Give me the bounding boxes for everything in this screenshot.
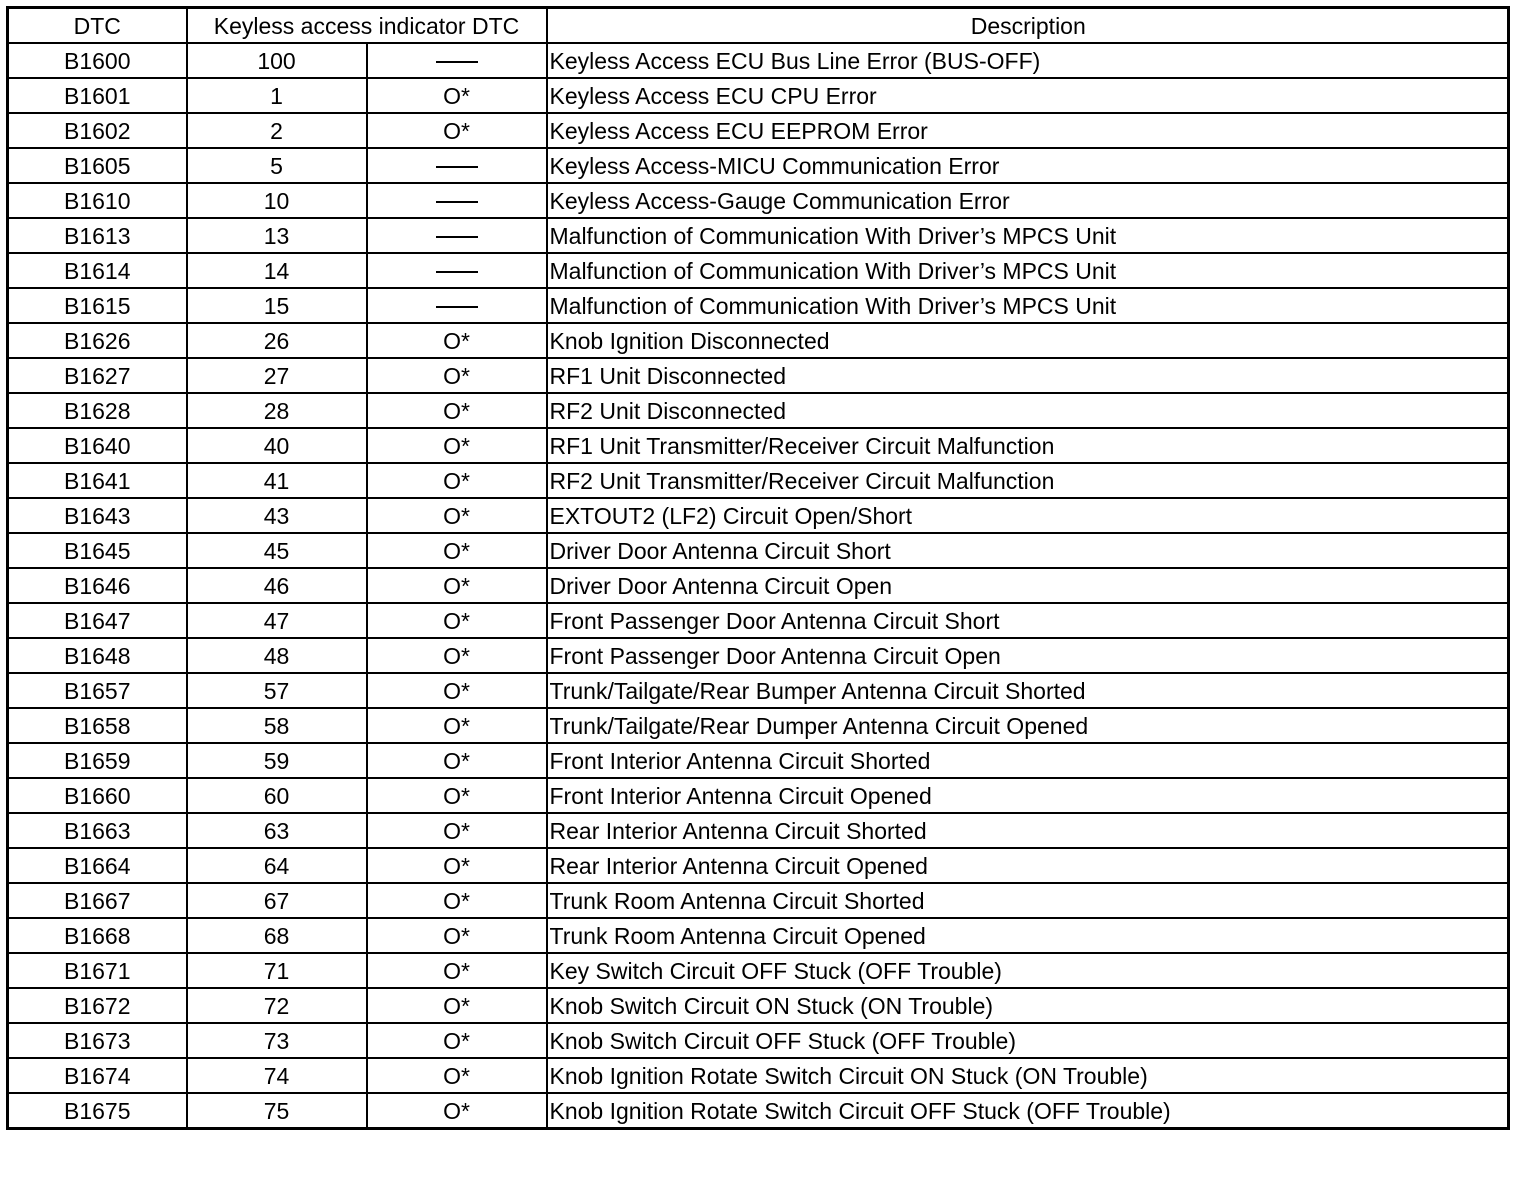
description-cell: Knob Switch Circuit OFF Stuck (OFF Trouble) (547, 1023, 1509, 1058)
dtc-code-cell: B1614 (8, 253, 187, 288)
dash-icon (436, 166, 478, 168)
indicator-flag-cell (367, 953, 547, 988)
dtc-code-cell: B1646 (8, 568, 187, 603)
dtc-code-cell: B1627 (8, 358, 187, 393)
indicator-flag: O* (443, 852, 470, 879)
table-row (8, 183, 1509, 218)
indicator-flag-cell (367, 1058, 547, 1093)
dash-icon (436, 271, 478, 273)
dtc-code-cell: B1645 (8, 533, 187, 568)
indicator-flag-cell (367, 568, 547, 603)
indicator-flag: O* (443, 817, 470, 844)
indicator-flag-cell (367, 183, 547, 218)
table-row (8, 603, 1509, 638)
indicator-flag-cell (367, 78, 547, 113)
dtc-code-cell: B1602 (8, 113, 187, 148)
dtc-code-cell: B1675 (8, 1093, 187, 1129)
dtc-code-cell: B1601 (8, 78, 187, 113)
indicator-flag-cell (367, 498, 547, 533)
dtc-code-cell: B1673 (8, 1023, 187, 1058)
indicator-number-cell: 75 (187, 1093, 367, 1129)
indicator-flag: O* (443, 1062, 470, 1089)
indicator-number-cell: 13 (187, 218, 367, 253)
description-cell: EXTOUT2 (LF2) Circuit Open/Short (547, 498, 1509, 533)
description-cell: Malfunction of Communication With Driver’s MPCS Unit (547, 253, 1509, 288)
description-cell: Malfunction of Communication With Driver’s MPCS Unit (547, 288, 1509, 323)
indicator-flag-cell (367, 113, 547, 148)
indicator-number-cell: 63 (187, 813, 367, 848)
indicator-flag-cell (367, 708, 547, 743)
indicator-flag-cell (367, 988, 547, 1023)
indicator-flag-cell (367, 43, 547, 78)
description-cell: Keyless Access ECU EEPROM Error (547, 113, 1509, 148)
table-row (8, 218, 1509, 253)
table-row (8, 568, 1509, 603)
indicator-flag-cell (367, 358, 547, 393)
table-header-row (8, 8, 1509, 44)
description-cell: Keyless Access-Gauge Communication Error (547, 183, 1509, 218)
table-row (8, 953, 1509, 988)
description-cell: Knob Switch Circuit ON Stuck (ON Trouble) (547, 988, 1509, 1023)
dtc-code-cell: B1626 (8, 323, 187, 358)
description-cell: Trunk/Tailgate/Rear Dumper Antenna Circuit Opened (547, 708, 1509, 743)
table-row (8, 428, 1509, 463)
description-cell: Knob Ignition Rotate Switch Circuit ON Stuck (ON Trouble) (547, 1058, 1509, 1093)
dtc-code-cell: B1600 (8, 43, 187, 78)
table-row (8, 1058, 1509, 1093)
indicator-flag-cell (367, 918, 547, 953)
indicator-flag-cell (367, 148, 547, 183)
indicator-flag: O* (443, 677, 470, 704)
indicator-flag-cell (367, 743, 547, 778)
dash-icon (436, 61, 478, 63)
dtc-code-cell: B1647 (8, 603, 187, 638)
dash-icon (436, 201, 478, 203)
description-cell: RF1 Unit Transmitter/Receiver Circuit Malfunction (547, 428, 1509, 463)
description-cell: Key Switch Circuit OFF Stuck (OFF Trouble) (547, 953, 1509, 988)
dtc-code-cell: B1610 (8, 183, 187, 218)
table-body (8, 43, 1509, 1129)
indicator-flag: O* (443, 922, 470, 949)
indicator-number-cell: 59 (187, 743, 367, 778)
indicator-flag-cell (367, 848, 547, 883)
table-row (8, 638, 1509, 673)
indicator-number-cell: 1 (187, 78, 367, 113)
indicator-flag: O* (443, 327, 470, 354)
indicator-number-cell: 58 (187, 708, 367, 743)
description-cell: Rear Interior Antenna Circuit Shorted (547, 813, 1509, 848)
table-row (8, 918, 1509, 953)
indicator-flag: O* (443, 537, 470, 564)
indicator-flag: O* (443, 572, 470, 599)
description-cell: Front Interior Antenna Circuit Shorted (547, 743, 1509, 778)
table-row (8, 1023, 1509, 1058)
description-cell: Front Passenger Door Antenna Circuit Open (547, 638, 1509, 673)
indicator-number-cell: 74 (187, 1058, 367, 1093)
dtc-code-cell: B1671 (8, 953, 187, 988)
indicator-number-cell: 26 (187, 323, 367, 358)
table-row (8, 463, 1509, 498)
description-cell: Front Interior Antenna Circuit Opened (547, 778, 1509, 813)
indicator-flag-cell (367, 883, 547, 918)
indicator-flag: O* (443, 467, 470, 494)
dtc-code-cell: B1664 (8, 848, 187, 883)
indicator-number-cell: 73 (187, 1023, 367, 1058)
indicator-flag: O* (443, 82, 470, 109)
indicator-flag-cell (367, 463, 547, 498)
dtc-code-cell: B1658 (8, 708, 187, 743)
indicator-flag-cell (367, 253, 547, 288)
dtc-code-cell: B1640 (8, 428, 187, 463)
table-row (8, 358, 1509, 393)
indicator-number-cell: 41 (187, 463, 367, 498)
indicator-flag-cell (367, 393, 547, 428)
description-cell: RF2 Unit Disconnected (547, 393, 1509, 428)
indicator-flag: O* (443, 607, 470, 634)
indicator-number-cell: 10 (187, 183, 367, 218)
indicator-number-cell: 27 (187, 358, 367, 393)
indicator-flag-cell (367, 218, 547, 253)
indicator-flag: O* (443, 712, 470, 739)
description-cell: Driver Door Antenna Circuit Short (547, 533, 1509, 568)
table-row (8, 148, 1509, 183)
dtc-code-cell: B1659 (8, 743, 187, 778)
indicator-flag: O* (443, 502, 470, 529)
indicator-number-cell: 67 (187, 883, 367, 918)
header-dtc: DTC (8, 8, 187, 44)
indicator-flag-cell (367, 638, 547, 673)
indicator-flag: O* (443, 747, 470, 774)
description-cell: Keyless Access-MICU Communication Error (547, 148, 1509, 183)
dtc-code-cell: B1668 (8, 918, 187, 953)
dtc-code-cell: B1643 (8, 498, 187, 533)
indicator-number-cell: 43 (187, 498, 367, 533)
indicator-number-cell: 100 (187, 43, 367, 78)
indicator-number-cell: 64 (187, 848, 367, 883)
indicator-number-cell: 72 (187, 988, 367, 1023)
description-cell: RF2 Unit Transmitter/Receiver Circuit Malfunction (547, 463, 1509, 498)
indicator-number-cell: 48 (187, 638, 367, 673)
dtc-table (6, 6, 1510, 1130)
header-indicator: Keyless access indicator DTC (187, 8, 547, 44)
indicator-number-cell: 71 (187, 953, 367, 988)
indicator-number-cell: 57 (187, 673, 367, 708)
indicator-flag: O* (443, 1097, 470, 1124)
description-cell: Trunk Room Antenna Circuit Opened (547, 918, 1509, 953)
dtc-code-cell: B1660 (8, 778, 187, 813)
dtc-code-cell: B1605 (8, 148, 187, 183)
dtc-code-cell: B1672 (8, 988, 187, 1023)
table-row (8, 778, 1509, 813)
dtc-code-cell: B1657 (8, 673, 187, 708)
indicator-number-cell: 14 (187, 253, 367, 288)
indicator-number-cell: 15 (187, 288, 367, 323)
dtc-code-cell: B1667 (8, 883, 187, 918)
table-row (8, 113, 1509, 148)
table-row (8, 323, 1509, 358)
description-cell: Keyless Access ECU Bus Line Error (BUS-OFF) (547, 43, 1509, 78)
indicator-number-cell: 47 (187, 603, 367, 638)
table-row (8, 1093, 1509, 1129)
description-cell: Malfunction of Communication With Driver’s MPCS Unit (547, 218, 1509, 253)
indicator-flag: O* (443, 992, 470, 1019)
indicator-flag: O* (443, 957, 470, 984)
indicator-number-cell: 5 (187, 148, 367, 183)
table-row (8, 743, 1509, 778)
indicator-flag: O* (443, 1027, 470, 1054)
table-row (8, 253, 1509, 288)
indicator-flag: O* (443, 887, 470, 914)
table-row (8, 498, 1509, 533)
description-cell: Trunk Room Antenna Circuit Shorted (547, 883, 1509, 918)
dtc-code-cell: B1648 (8, 638, 187, 673)
table-row (8, 813, 1509, 848)
indicator-flag-cell (367, 1093, 547, 1129)
indicator-flag-cell (367, 778, 547, 813)
description-cell: Front Passenger Door Antenna Circuit Short (547, 603, 1509, 638)
indicator-flag: O* (443, 117, 470, 144)
indicator-flag: O* (443, 432, 470, 459)
indicator-number-cell: 2 (187, 113, 367, 148)
indicator-number-cell: 68 (187, 918, 367, 953)
table-row (8, 78, 1509, 113)
indicator-number-cell: 45 (187, 533, 367, 568)
indicator-flag-cell (367, 1023, 547, 1058)
dash-icon (436, 236, 478, 238)
description-cell: Driver Door Antenna Circuit Open (547, 568, 1509, 603)
dash-icon (436, 306, 478, 308)
table-row (8, 883, 1509, 918)
indicator-flag: O* (443, 642, 470, 669)
description-cell: Knob Ignition Rotate Switch Circuit OFF Stuck (OFF Trouble) (547, 1093, 1509, 1129)
dtc-code-cell: B1641 (8, 463, 187, 498)
indicator-flag: O* (443, 782, 470, 809)
table-row (8, 988, 1509, 1023)
dtc-code-cell: B1615 (8, 288, 187, 323)
dtc-code-cell: B1613 (8, 218, 187, 253)
table-row (8, 708, 1509, 743)
indicator-flag: O* (443, 397, 470, 424)
table-row (8, 673, 1509, 708)
description-cell: RF1 Unit Disconnected (547, 358, 1509, 393)
table-row (8, 393, 1509, 428)
indicator-flag: O* (443, 362, 470, 389)
table-row (8, 43, 1509, 78)
indicator-number-cell: 46 (187, 568, 367, 603)
indicator-flag-cell (367, 533, 547, 568)
indicator-number-cell: 60 (187, 778, 367, 813)
table-row (8, 848, 1509, 883)
description-cell: Trunk/Tailgate/Rear Bumper Antenna Circuit Shorted (547, 673, 1509, 708)
dtc-code-cell: B1628 (8, 393, 187, 428)
description-cell: Knob Ignition Disconnected (547, 323, 1509, 358)
indicator-number-cell: 40 (187, 428, 367, 463)
header-description: Description (547, 8, 1509, 44)
indicator-number-cell: 28 (187, 393, 367, 428)
indicator-flag-cell (367, 673, 547, 708)
table-row (8, 288, 1509, 323)
description-cell: Keyless Access ECU CPU Error (547, 78, 1509, 113)
dtc-code-cell: B1663 (8, 813, 187, 848)
dtc-code-cell: B1674 (8, 1058, 187, 1093)
indicator-flag-cell (367, 288, 547, 323)
indicator-flag-cell (367, 813, 547, 848)
indicator-flag-cell (367, 323, 547, 358)
indicator-flag-cell (367, 428, 547, 463)
indicator-flag-cell (367, 603, 547, 638)
table-row (8, 533, 1509, 568)
description-cell: Rear Interior Antenna Circuit Opened (547, 848, 1509, 883)
